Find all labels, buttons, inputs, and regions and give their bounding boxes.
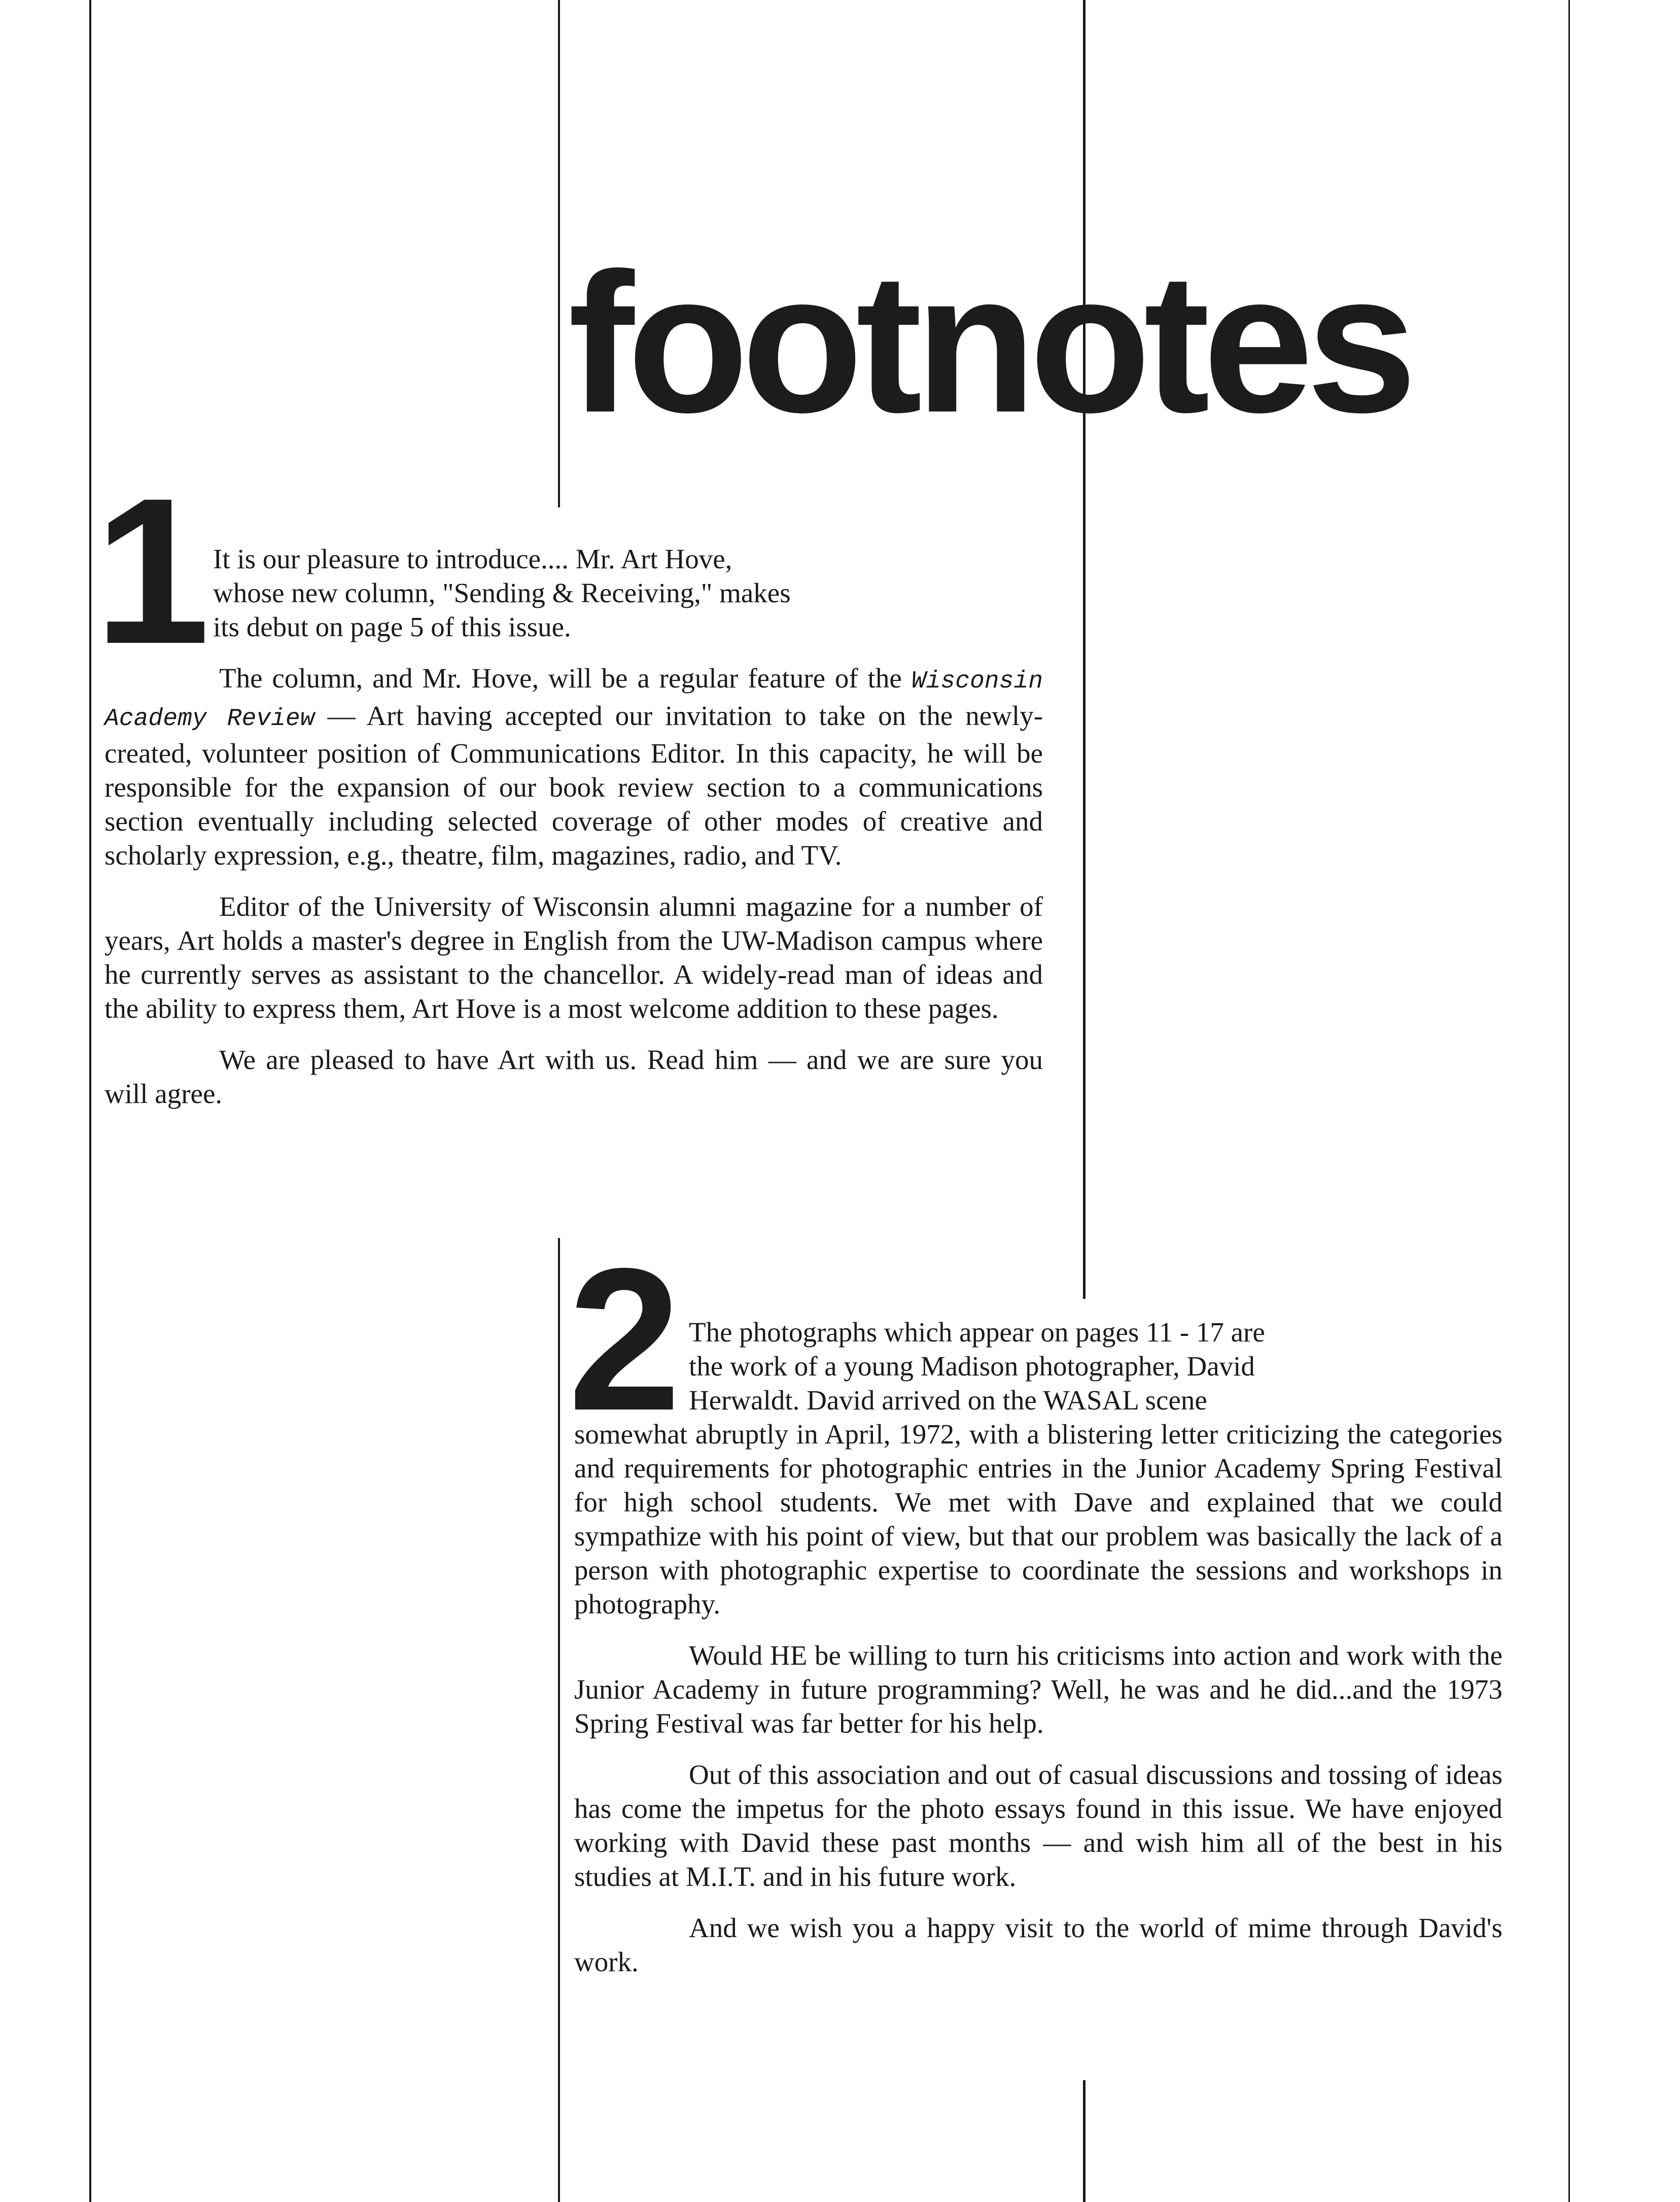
column-rule-mid-bottom — [1083, 2080, 1086, 2202]
footnote-1 — [104, 542, 1043, 1128]
journal-title: Wisconsin Academy Review — [104, 668, 1043, 733]
footnote-2 — [574, 1315, 1502, 1996]
page-title: footnotes — [568, 232, 1410, 454]
intro-line: Herwaldt. David arrived on the WASAL scene — [689, 1385, 1207, 1416]
intro-line: the work of a young Madison photographer, David — [689, 1351, 1255, 1382]
paragraph: Editor of the University of Wisconsin alumni magazine for a number of years, Art holds a master's degree in English from the UW-Madison campus where he currently serves as assistant to the chancellor. A widely-read man of ideas and the ability to express them, Art Hove is a most welcome addition to these pages. — [104, 891, 1043, 1024]
paragraph: The column, and Mr. Hove, will be a regular feature of the Wisconsin Academy Review — Art having accepted our invitation to take on the newly-created, volunteer position of Communications Editor. In this capacity, he will be responsible for the expansion of our book review section to a communications section eventually including selected coverage of other modes of creative and scholarly expression, e.g., theatre, film, magazines, radio, and TV. — [104, 663, 1043, 871]
paragraph: somewhat abruptly in April, 1972, with a blistering letter criticizing the categories and requirements for photographic entries in the Junior Academy Spring Festival for high school students. We met with Dave and explained that we could sympathize with his point of view, but that our problem was basically the lack of a person with photographic expertise to coordinate the sessions and workshops in photography. — [574, 1419, 1502, 1620]
paragraph: Out of this association and out of casual discussions and tossing of ideas has come the impetus for the photo essays found in this issue. We have enjoyed working with David these past months — and wish him all of the best in his studies at M.I.T. and in his future work. — [574, 1759, 1502, 1892]
footnote-number-1: 1 — [94, 455, 200, 687]
paragraph: Would HE be willing to turn his criticisms into action and work with the Junior Academy in future programming? Well, he was and he did...and the 1973 Spring Festival was far better for his help. — [574, 1640, 1502, 1739]
intro-line: It is our pleasure to introduce.... Mr. Art Hove, — [213, 543, 732, 574]
paragraph: We are pleased to have Art with us. Read him — and we are sure you will agree. — [104, 1044, 1043, 1109]
intro-line: The photographs which appear on pages 11 - 17 are — [689, 1317, 1265, 1348]
paragraph: And we wish you a happy visit to the world of mime through David's work. — [574, 1912, 1502, 1977]
footnote-number-2: 2 — [568, 1226, 681, 1453]
column-rule-left — [89, 0, 91, 2202]
column-rule-mid — [1083, 0, 1086, 1299]
intro-line: whose new column, "Sending & Receiving," makes — [213, 577, 791, 608]
column-rule-right — [1568, 0, 1570, 2202]
intro-line: its debut on page 5 of this issue. — [213, 611, 571, 642]
column-rule-center-lower — [558, 1238, 560, 2202]
column-rule-center-upper — [558, 0, 560, 507]
